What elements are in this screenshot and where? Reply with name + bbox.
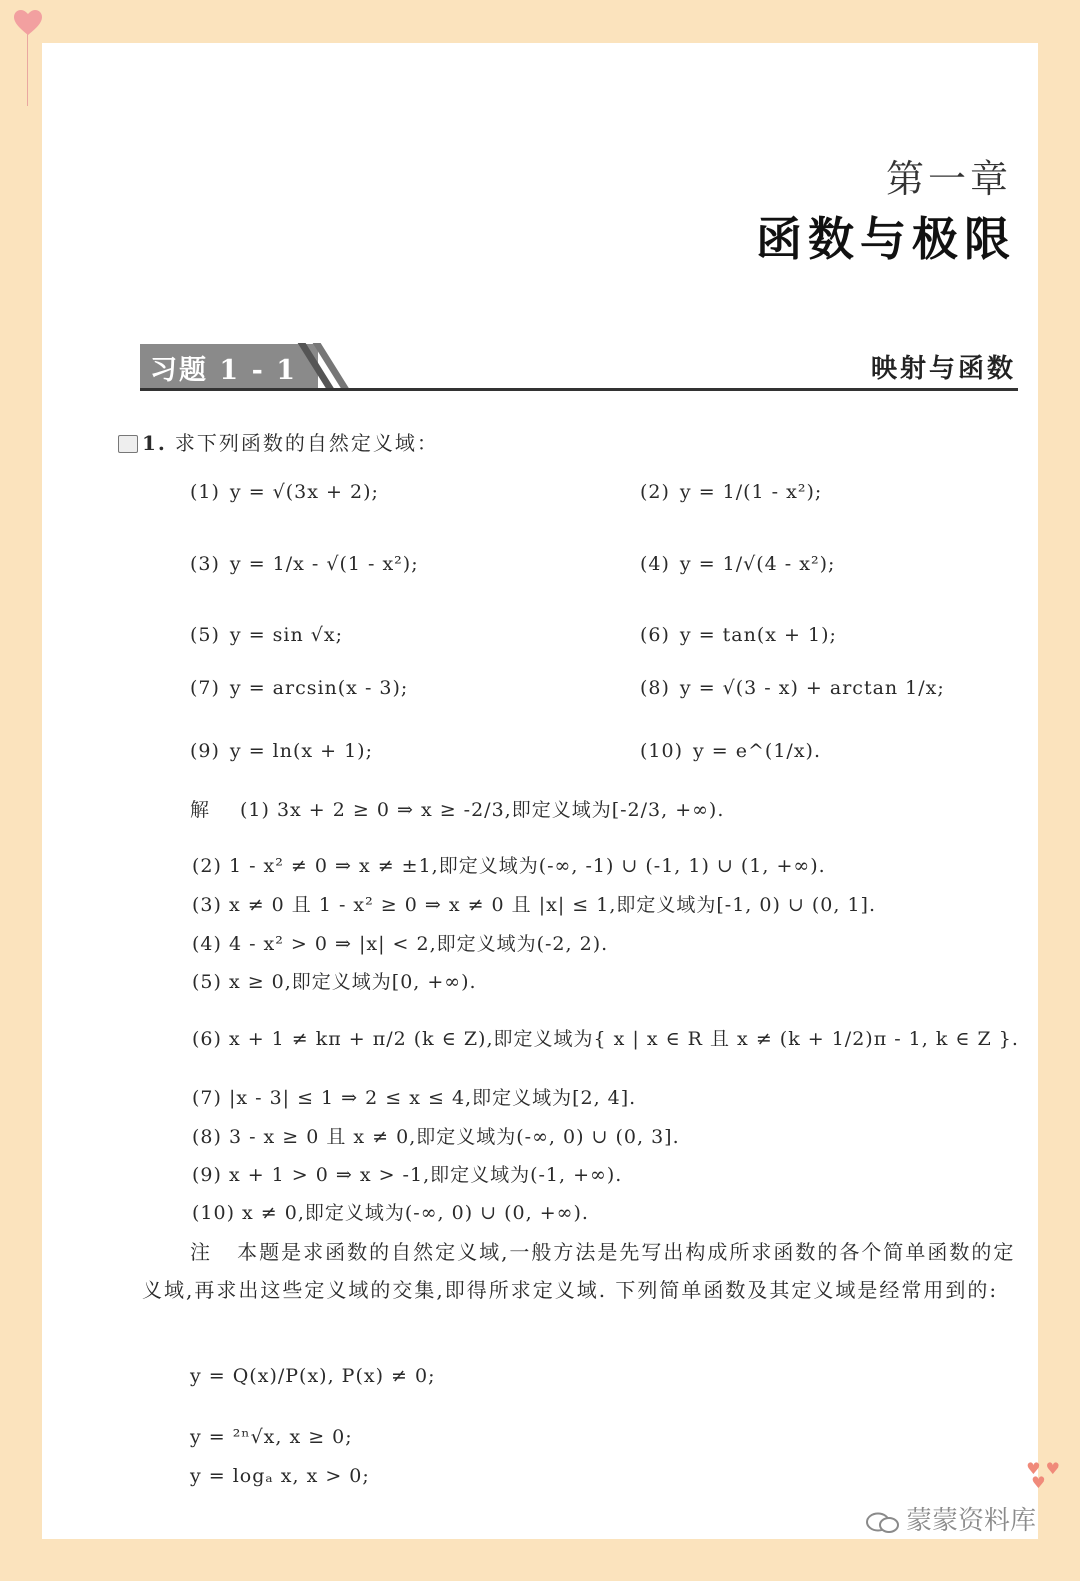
chapter-number: 第一章: [885, 157, 1012, 201]
function-item: (10) y = e^(1/x).: [640, 740, 821, 762]
watermark-text: 蒙蒙资料库: [905, 1506, 1036, 1536]
heart-string: [27, 34, 28, 106]
function-item: (6) y = tan(x + 1);: [640, 624, 837, 646]
solution-line: (9) x + 1 > 0 ⇒ x > -1,即定义域为(-1, +∞).: [192, 1164, 623, 1186]
watermark: [866, 1500, 1036, 1537]
function-item: (9) y = ln(x + 1);: [190, 740, 373, 762]
function-item: (5) y = sin √x;: [190, 624, 343, 646]
note-text: 本题是求函数的自然定义域,一般方法是先写出构成所求函数的各个简单函数的定义域,再求出这些定义域的交集,即得所求定义域. 下列简单函数及其定义域是经常用到的:: [142, 1240, 1016, 1302]
section-topic: 映射与函数: [870, 354, 1016, 384]
domain-formula: y = logₐ x, x > 0;: [190, 1465, 370, 1487]
note-paragraph: [142, 1233, 1020, 1309]
question-title: [142, 427, 439, 456]
solution-line: (6) x + 1 ≠ kπ + π/2 (k ∈ Z),即定义域为{ x | x ∈ R 且 x ≠ (k + 1/2)π - 1, k ∈ Z }.: [192, 1028, 1019, 1050]
chapter-title: 函数与极限: [756, 212, 1016, 266]
section-label: 习题 1 - 1: [150, 355, 297, 386]
function-item: (4) y = 1/√(4 - x²);: [640, 553, 836, 575]
domain-formula: y = ²ⁿ√x, x ≥ 0;: [190, 1426, 353, 1448]
hearts-decoration-icon: ♥ ♥ ♥: [1026, 1459, 1060, 1492]
question-marker-icon: [118, 435, 138, 453]
question-number: 1.: [142, 431, 167, 455]
function-item: (1) y = √(3x + 2);: [190, 481, 379, 503]
heart-decoration-icon: [14, 10, 42, 36]
function-item: (2) y = 1/(1 - x²);: [640, 481, 823, 503]
chat-bubble-icon: [866, 1511, 900, 1533]
solution-line: (2) 1 - x² ≠ 0 ⇒ x ≠ ±1,即定义域为(-∞, -1) ∪ (-1, 1) ∪ (1, +∞).: [192, 855, 826, 877]
function-item: (7) y = arcsin(x - 3);: [190, 677, 409, 699]
question-prompt: 求下列函数的自然定义域：: [174, 431, 439, 455]
solution-line: (10) x ≠ 0,即定义域为(-∞, 0) ∪ (0, +∞).: [192, 1202, 589, 1224]
solution-line: (5) x ≥ 0,即定义域为[0, +∞).: [192, 971, 477, 993]
note-label: 注: [190, 1240, 212, 1264]
section-rule: [140, 388, 1018, 391]
domain-formula: y = Q(x)/P(x), P(x) ≠ 0;: [190, 1365, 436, 1387]
solution-line: 解 (1) 3x + 2 ≥ 0 ⇒ x ≥ -2/3,即定义域为[-2/3, +∞).: [190, 799, 725, 821]
solution-label: 解: [190, 799, 211, 821]
solution-line: (8) 3 - x ≥ 0 且 x ≠ 0,即定义域为(-∞, 0) ∪ (0, 3].: [192, 1126, 680, 1148]
solution-line: (3) x ≠ 0 且 1 - x² ≥ 0 ⇒ x ≠ 0 且 |x| ≤ 1,即定义域为[-1, 0) ∪ (0, 1].: [192, 894, 876, 916]
solution-line: (7) |x - 3| ≤ 1 ⇒ 2 ≤ x ≤ 4,即定义域为[2, 4].: [192, 1087, 637, 1109]
function-item: (8) y = √(3 - x) + arctan 1/x;: [640, 677, 945, 699]
function-item: (3) y = 1/x - √(1 - x²);: [190, 553, 419, 575]
solution-line: (4) 4 - x² > 0 ⇒ |x| < 2,即定义域为(-2, 2).: [192, 933, 609, 955]
page-sheet: [42, 43, 1038, 1539]
